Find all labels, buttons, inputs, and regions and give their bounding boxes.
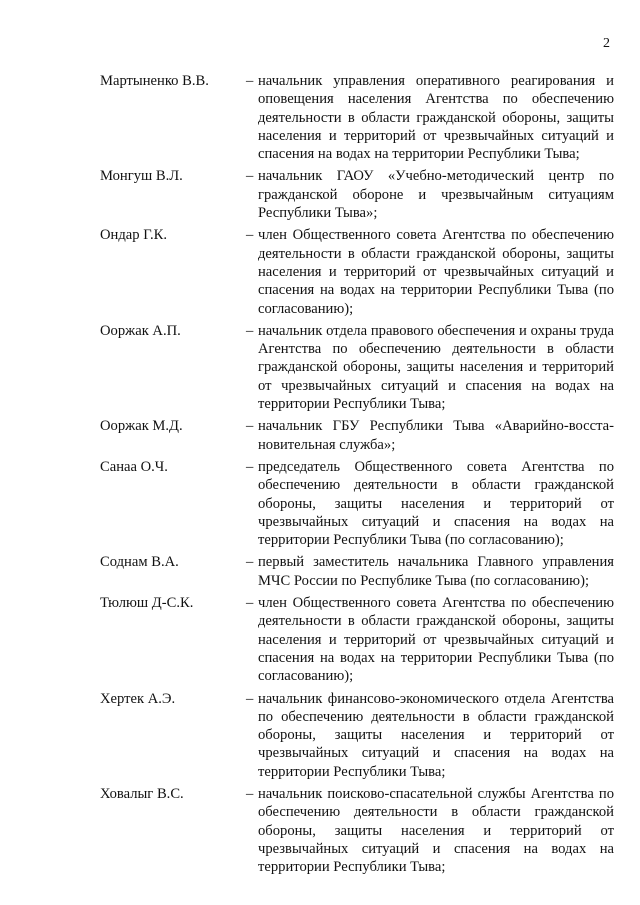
member-role: член Общественного совета Агентства по обеспечению деятельности в области гражданской обороны, защиты населения и территорий от чрезвычайных ситуаций и спасения на водах на территории Республики Тыва (по согласованию); [258, 227, 614, 317]
member-dash: – [246, 595, 254, 612]
member-row [100, 72, 614, 163]
member-row [100, 167, 614, 222]
member-dash: – [246, 322, 254, 339]
member-row [100, 785, 614, 876]
member-role: начальник ГБУ Республики Тыва «Аварийно-восста-новительная служба»; [258, 418, 614, 453]
member-row [100, 458, 614, 549]
member-row [100, 417, 614, 454]
member-role: член Общественного совета Агентства по обеспечению деятельности в области гражданской обороны, защиты населения и территорий от чрезвычайных ситуаций и спасения на водах на территории Республики Тыва (по согласованию); [258, 595, 614, 685]
member-role: председатель Общественного совета Агентства по обеспечению деятельности в области гражданской обороны, защиты населения и территорий от чрезвычайных ситуаций и спасения на водах на территории Республики Тыва (по согласованию); [258, 458, 614, 549]
member-dash: – [246, 554, 254, 571]
member-role: начальник финансово-экономического отдела Агентства по обеспечению деятельности в области гражданской обороны, защиты населения и территорий от чрезвычайных ситуаций и спасения на водах на территории Республики Тыва; [258, 690, 614, 780]
member-row [100, 226, 614, 317]
member-role: начальник управления оперативного реагирования и оповещения населения Агентства по обеспечению деятельности в области гражданской обороны, защиты населения и территорий от чрезвычайных ситуаций и спасения на водах на территории Республики Тыва; [258, 73, 614, 163]
member-name: Мартыненко В.В. [100, 73, 209, 89]
member-dash: – [246, 168, 254, 185]
member-role: первый заместитель начальника Главного управления МЧС России по Республике Тыва (по согласованию); [258, 554, 614, 589]
member-role: начальник поисково-спасательной службы Агентства по обеспечению деятельности в области гражданской обороны, защиты населения и территорий от чрезвычайных ситуаций и спасения на водах на территории Республики Тыва; [258, 785, 614, 876]
member-name: Санаа О.Ч. [100, 458, 168, 475]
member-dash: – [246, 227, 254, 244]
member-dash: – [246, 73, 254, 89]
member-name: Монгуш В.Л. [100, 168, 183, 185]
member-dash: – [246, 690, 254, 707]
member-row [100, 690, 614, 781]
member-role: начальник ГАОУ «Учебно-методический центр по гражданской обороне и чрезвычайным ситуациям Республики Тыва»; [258, 168, 614, 222]
member-row [100, 594, 614, 685]
page-number: 2 [603, 36, 610, 51]
member-dash: – [246, 785, 254, 802]
member-row [100, 553, 614, 590]
member-dash: – [246, 418, 254, 435]
member-row [100, 322, 614, 413]
member-list [100, 72, 614, 880]
member-name: Хертек А.Э. [100, 690, 176, 707]
member-name: Соднам В.А. [100, 554, 179, 571]
member-name: Ооржак А.П. [100, 322, 181, 339]
member-name: Ховалыг В.С. [100, 785, 184, 802]
member-dash: – [246, 458, 254, 475]
member-name: Ондар Г.К. [100, 227, 168, 244]
member-name: Ооржак М.Д. [100, 418, 183, 435]
member-name: Тюлюш Д-С.К. [100, 595, 194, 612]
member-role: начальник отдела правового обеспечения и охраны труда Агентства по обеспечению деятельности в области гражданской обороны, защиты населения и территорий от чрезвычайных ситуаций и спасения на водах на территории Республики Тыва; [258, 322, 614, 413]
